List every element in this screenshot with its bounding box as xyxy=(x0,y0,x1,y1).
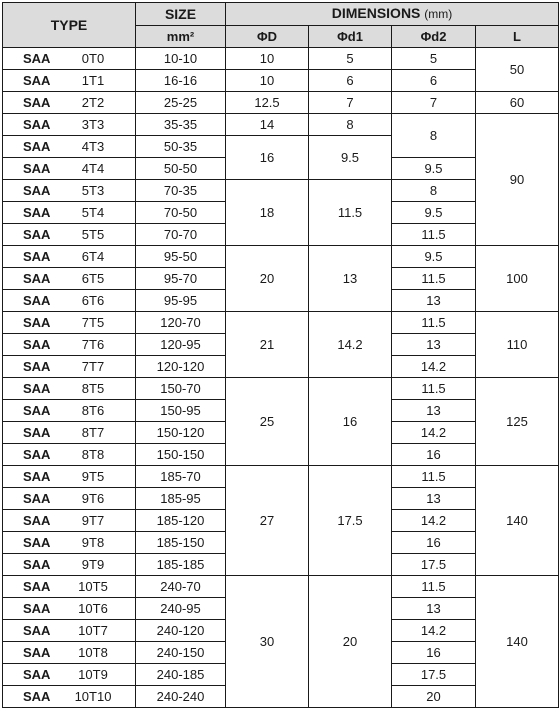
type-prefix: SAA xyxy=(23,579,51,594)
dim-d2-cell: 14.2 xyxy=(392,510,476,532)
type-code: 8T5 xyxy=(81,381,105,396)
size-cell: 50-35 xyxy=(136,136,226,158)
dim-d2-cell: 13 xyxy=(392,290,476,312)
dim-d2-cell: 17.5 xyxy=(392,554,476,576)
dim-D-cell: 16 xyxy=(226,136,309,180)
dim-d2-cell: 11.5 xyxy=(392,312,476,334)
type-cell xyxy=(3,510,136,532)
type-code: 6T5 xyxy=(81,271,105,286)
type-prefix: SAA xyxy=(23,227,51,242)
type-prefix: SAA xyxy=(23,513,51,528)
size-cell: 150-70 xyxy=(136,378,226,400)
dim-d2-cell: 14.2 xyxy=(392,422,476,444)
dim-L-cell: 125 xyxy=(476,378,559,466)
size-cell: 185-95 xyxy=(136,488,226,510)
type-prefix: SAA xyxy=(23,315,51,330)
type-code: 7T5 xyxy=(81,315,105,330)
dim-d2-cell: 13 xyxy=(392,334,476,356)
type-code: 4T4 xyxy=(81,161,105,176)
type-code: 10T6 xyxy=(78,601,108,616)
type-code: 9T7 xyxy=(81,513,105,528)
dim-D-cell: 20 xyxy=(226,246,309,312)
dim-D-cell: 10 xyxy=(226,70,309,92)
type-prefix: SAA xyxy=(23,139,51,154)
header-dimensions-unit: (mm) xyxy=(424,7,453,21)
dimensions-table xyxy=(2,2,559,708)
type-prefix: SAA xyxy=(23,447,51,462)
table-row xyxy=(3,312,559,334)
type-prefix: SAA xyxy=(23,667,51,682)
size-cell: 95-50 xyxy=(136,246,226,268)
dim-L-cell: 110 xyxy=(476,312,559,378)
type-cell xyxy=(3,136,136,158)
size-cell: 150-150 xyxy=(136,444,226,466)
dim-d2-cell: 14.2 xyxy=(392,356,476,378)
type-cell xyxy=(3,488,136,510)
dim-d2-cell: 14.2 xyxy=(392,620,476,642)
type-cell xyxy=(3,466,136,488)
dim-L-cell: 90 xyxy=(476,114,559,246)
type-cell xyxy=(3,312,136,334)
type-prefix: SAA xyxy=(23,403,51,418)
header-dimensions-label: DIMENSIONS xyxy=(331,5,421,21)
dim-D-cell: 10 xyxy=(226,48,309,70)
size-cell: 35-35 xyxy=(136,114,226,136)
dim-d2-cell: 13 xyxy=(392,598,476,620)
size-cell: 240-150 xyxy=(136,642,226,664)
type-code: 10T9 xyxy=(78,667,108,682)
dim-d2-cell: 8 xyxy=(392,180,476,202)
size-cell: 120-120 xyxy=(136,356,226,378)
type-code: 9T9 xyxy=(81,557,105,572)
type-cell xyxy=(3,224,136,246)
size-cell: 95-70 xyxy=(136,268,226,290)
type-prefix: SAA xyxy=(23,623,51,638)
type-prefix: SAA xyxy=(23,271,51,286)
size-cell: 150-95 xyxy=(136,400,226,422)
header-dimensions xyxy=(226,3,559,26)
size-cell: 50-50 xyxy=(136,158,226,180)
table-body xyxy=(3,48,559,708)
dim-L-cell: 50 xyxy=(476,48,559,92)
dim-d2-cell: 11.5 xyxy=(392,466,476,488)
dim-D-cell: 21 xyxy=(226,312,309,378)
type-code: 10T10 xyxy=(74,689,112,704)
type-cell xyxy=(3,554,136,576)
size-cell: 95-95 xyxy=(136,290,226,312)
size-cell: 185-150 xyxy=(136,532,226,554)
dim-d2-cell: 5 xyxy=(392,48,476,70)
type-prefix: SAA xyxy=(23,645,51,660)
type-code: 5T4 xyxy=(81,205,105,220)
type-code: 10T8 xyxy=(78,645,108,660)
type-cell xyxy=(3,268,136,290)
dim-d1-cell: 5 xyxy=(309,48,392,70)
size-cell: 120-95 xyxy=(136,334,226,356)
header-col-L: L xyxy=(476,26,559,48)
type-prefix: SAA xyxy=(23,95,51,110)
type-cell xyxy=(3,378,136,400)
type-code: 0T0 xyxy=(81,51,105,66)
table-row xyxy=(3,114,559,136)
type-code: 9T6 xyxy=(81,491,105,506)
table-row xyxy=(3,466,559,488)
dim-d2-cell: 13 xyxy=(392,400,476,422)
dim-d2-cell: 11.5 xyxy=(392,268,476,290)
type-prefix: SAA xyxy=(23,337,51,352)
type-prefix: SAA xyxy=(23,51,51,66)
header-size-unit: mm² xyxy=(136,26,226,48)
dim-d2-cell: 17.5 xyxy=(392,664,476,686)
type-cell xyxy=(3,620,136,642)
header-col-d2: Φd2 xyxy=(392,26,476,48)
size-cell: 120-70 xyxy=(136,312,226,334)
type-prefix: SAA xyxy=(23,117,51,132)
type-prefix: SAA xyxy=(23,205,51,220)
dim-d2-cell: 11.5 xyxy=(392,224,476,246)
dim-L-cell: 100 xyxy=(476,246,559,312)
dim-d2-cell: 9.5 xyxy=(392,202,476,224)
dim-D-cell: 12.5 xyxy=(226,92,309,114)
type-code: 6T4 xyxy=(81,249,105,264)
table-row xyxy=(3,180,559,202)
dim-d2-cell: 20 xyxy=(392,686,476,708)
dim-d2-cell: 16 xyxy=(392,532,476,554)
dim-d2-cell: 13 xyxy=(392,488,476,510)
type-cell xyxy=(3,246,136,268)
type-code: 1T1 xyxy=(81,73,105,88)
size-cell: 150-120 xyxy=(136,422,226,444)
dim-d2-cell: 8 xyxy=(392,114,476,158)
type-cell xyxy=(3,92,136,114)
dim-d2-cell: 11.5 xyxy=(392,378,476,400)
size-cell: 240-70 xyxy=(136,576,226,598)
size-cell: 70-70 xyxy=(136,224,226,246)
dim-L-cell: 60 xyxy=(476,92,559,114)
dim-D-cell: 18 xyxy=(226,180,309,246)
dim-L-cell: 140 xyxy=(476,576,559,708)
size-cell: 16-16 xyxy=(136,70,226,92)
header-size: SIZE xyxy=(136,3,226,26)
type-cell xyxy=(3,400,136,422)
type-code: 7T7 xyxy=(81,359,105,374)
type-cell xyxy=(3,70,136,92)
dim-D-cell: 14 xyxy=(226,114,309,136)
table-row xyxy=(3,246,559,268)
type-code: 10T5 xyxy=(78,579,108,594)
dim-d2-cell: 7 xyxy=(392,92,476,114)
type-cell xyxy=(3,664,136,686)
type-code: 7T6 xyxy=(81,337,105,352)
dim-d1-cell: 11.5 xyxy=(309,180,392,246)
table-row xyxy=(3,70,559,92)
type-cell xyxy=(3,114,136,136)
type-cell xyxy=(3,356,136,378)
size-cell: 185-185 xyxy=(136,554,226,576)
type-code: 2T2 xyxy=(81,95,105,110)
header-col-D: ΦD xyxy=(226,26,309,48)
type-prefix: SAA xyxy=(23,689,51,704)
type-code: 9T8 xyxy=(81,535,105,550)
type-cell xyxy=(3,444,136,466)
type-cell xyxy=(3,532,136,554)
header-type: TYPE xyxy=(3,3,136,48)
type-prefix: SAA xyxy=(23,359,51,374)
dim-d1-cell: 9.5 xyxy=(309,136,392,180)
dim-d2-cell: 9.5 xyxy=(392,246,476,268)
type-code: 10T7 xyxy=(78,623,108,638)
dim-d1-cell: 7 xyxy=(309,92,392,114)
size-cell: 185-120 xyxy=(136,510,226,532)
type-code: 4T3 xyxy=(81,139,105,154)
type-code: 3T3 xyxy=(81,117,105,132)
type-cell xyxy=(3,202,136,224)
type-cell xyxy=(3,642,136,664)
type-cell xyxy=(3,576,136,598)
dim-d1-cell: 17.5 xyxy=(309,466,392,576)
type-prefix: SAA xyxy=(23,73,51,88)
type-code: 8T7 xyxy=(81,425,105,440)
size-cell: 185-70 xyxy=(136,466,226,488)
type-prefix: SAA xyxy=(23,183,51,198)
type-code: 5T5 xyxy=(81,227,105,242)
type-code: 6T6 xyxy=(81,293,105,308)
dim-d2-cell: 9.5 xyxy=(392,158,476,180)
dim-d1-cell: 20 xyxy=(309,576,392,708)
size-cell: 70-50 xyxy=(136,202,226,224)
type-prefix: SAA xyxy=(23,491,51,506)
size-cell: 10-10 xyxy=(136,48,226,70)
type-cell xyxy=(3,180,136,202)
dim-d1-cell: 16 xyxy=(309,378,392,466)
type-prefix: SAA xyxy=(23,293,51,308)
dim-d2-cell: 16 xyxy=(392,642,476,664)
size-cell: 240-185 xyxy=(136,664,226,686)
type-prefix: SAA xyxy=(23,381,51,396)
type-cell xyxy=(3,422,136,444)
size-cell: 70-35 xyxy=(136,180,226,202)
size-cell: 240-95 xyxy=(136,598,226,620)
table-row xyxy=(3,378,559,400)
dim-D-cell: 27 xyxy=(226,466,309,576)
size-cell: 240-240 xyxy=(136,686,226,708)
size-cell: 240-120 xyxy=(136,620,226,642)
dim-d1-cell: 14.2 xyxy=(309,312,392,378)
dim-L-cell: 140 xyxy=(476,466,559,576)
dim-d2-cell: 11.5 xyxy=(392,576,476,598)
type-prefix: SAA xyxy=(23,425,51,440)
type-prefix: SAA xyxy=(23,469,51,484)
dim-D-cell: 30 xyxy=(226,576,309,708)
type-code: 5T3 xyxy=(81,183,105,198)
table-row xyxy=(3,92,559,114)
type-prefix: SAA xyxy=(23,557,51,572)
dim-d2-cell: 6 xyxy=(392,70,476,92)
dim-D-cell: 25 xyxy=(226,378,309,466)
dim-d1-cell: 6 xyxy=(309,70,392,92)
header-col-d1: Φd1 xyxy=(309,26,392,48)
type-prefix: SAA xyxy=(23,161,51,176)
table-row xyxy=(3,48,559,70)
type-prefix: SAA xyxy=(23,249,51,264)
type-cell xyxy=(3,290,136,312)
type-prefix: SAA xyxy=(23,535,51,550)
type-cell xyxy=(3,598,136,620)
dim-d1-cell: 13 xyxy=(309,246,392,312)
type-cell xyxy=(3,48,136,70)
dim-d1-cell: 8 xyxy=(309,114,392,136)
type-code: 8T8 xyxy=(81,447,105,462)
table-row xyxy=(3,576,559,598)
type-code: 8T6 xyxy=(81,403,105,418)
type-code: 9T5 xyxy=(81,469,105,484)
size-cell: 25-25 xyxy=(136,92,226,114)
type-cell xyxy=(3,334,136,356)
type-cell xyxy=(3,686,136,708)
dim-d2-cell: 16 xyxy=(392,444,476,466)
type-prefix: SAA xyxy=(23,601,51,616)
type-cell xyxy=(3,158,136,180)
